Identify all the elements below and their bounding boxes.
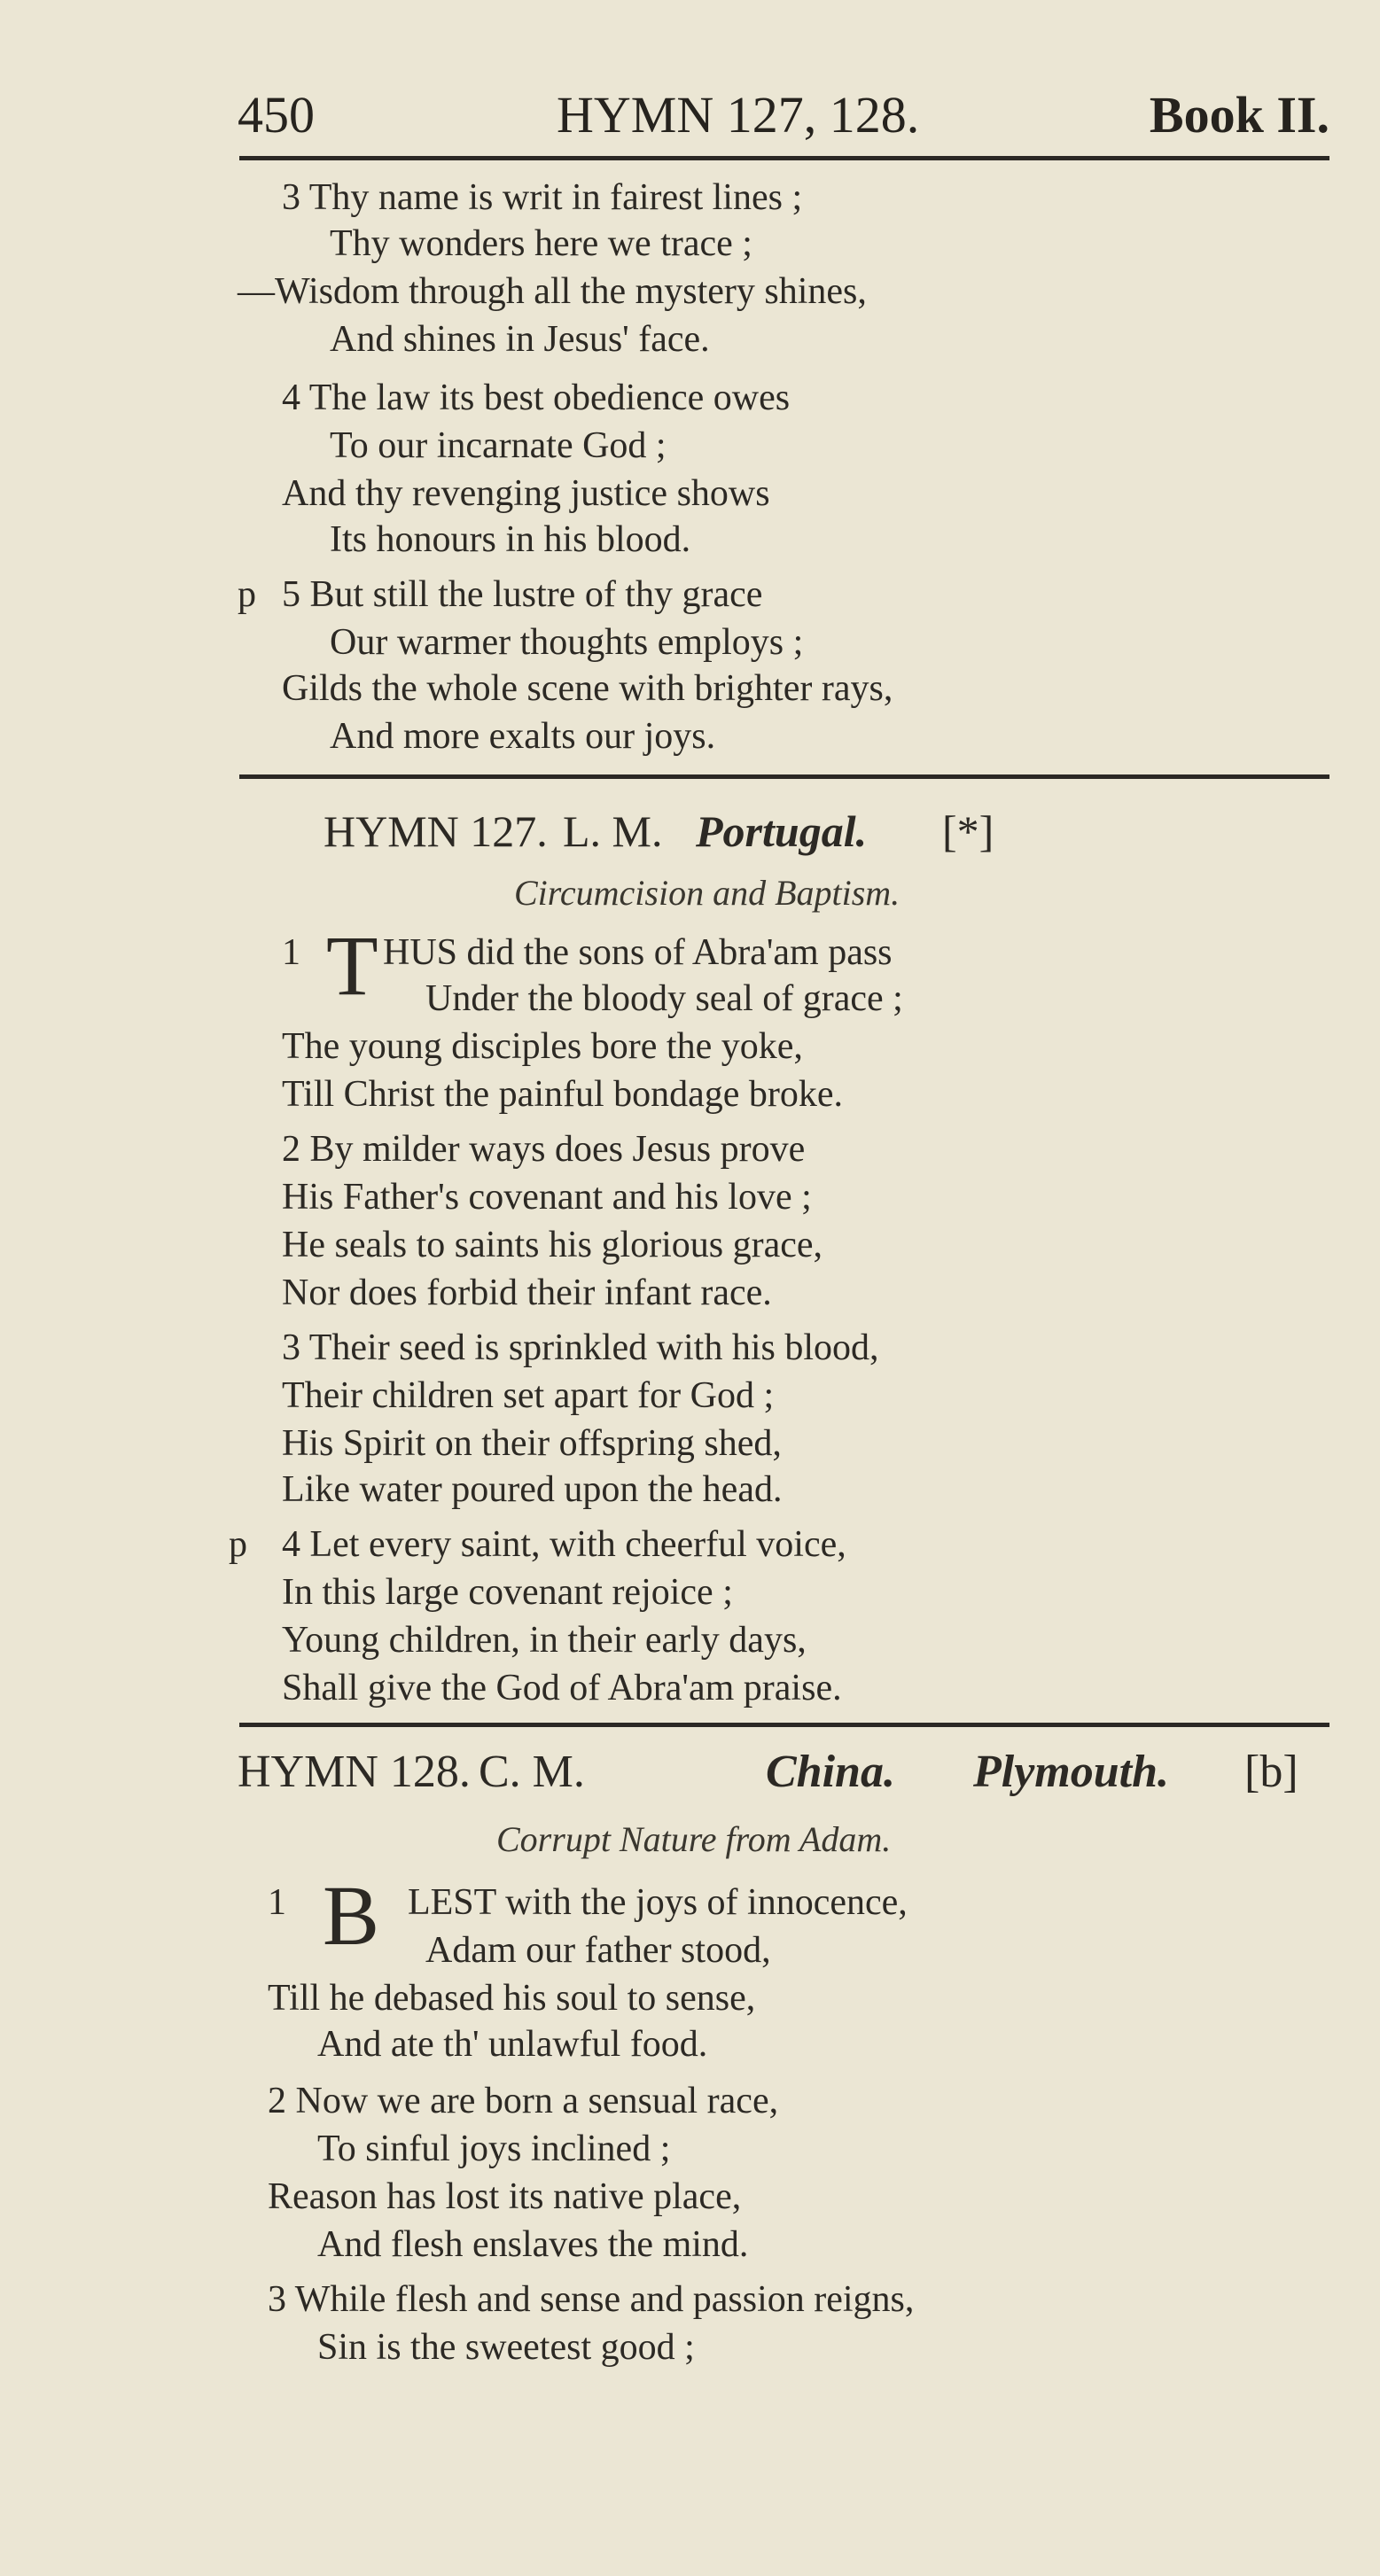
- verse-line: Sin is the sweetest good ;: [317, 2327, 695, 2368]
- verse-number: 1: [282, 932, 300, 973]
- verse-line: Thy wonders here we trace ;: [330, 223, 752, 264]
- page-number: 450: [238, 86, 315, 144]
- verse-line: Young children, in their early days,: [282, 1620, 807, 1661]
- verse-line: 2 By milder ways does Jesus prove: [282, 1129, 806, 1170]
- verse-line: 4 Let every saint, with cheerful voice,: [282, 1524, 846, 1565]
- verse-line: The young disciples bore the yoke,: [282, 1026, 803, 1067]
- verse-line: 3 Thy name is writ in fairest lines ;: [282, 177, 803, 218]
- verse-line: And shines in Jesus' face.: [330, 319, 710, 360]
- hymn-number: HYMN 128.: [238, 1747, 471, 1797]
- verse-line: And ate th' unlawful food.: [317, 2024, 708, 2065]
- verse-line: Till Christ the painful bondage broke.: [282, 1074, 844, 1115]
- hymn-meter: C. M.: [479, 1747, 585, 1797]
- verse-line: His Father's covenant and his love ;: [282, 1177, 812, 1218]
- verse-line: Reason has lost its native place,: [268, 2176, 742, 2217]
- running-title: HYMN 127, 128.: [557, 86, 920, 144]
- verse-line: To our incarnate God ;: [330, 425, 667, 466]
- verse-line: 2 Now we are born a sensual race,: [268, 2081, 779, 2121]
- verse-line: 3 While flesh and sense and passion reigns,: [268, 2279, 915, 2320]
- verse-line: Adam our father stood,: [425, 1930, 771, 1971]
- drop-cap: B: [323, 1868, 380, 1963]
- verse-line: And thy revenging justice shows: [282, 473, 770, 514]
- piano-mark: p: [238, 574, 256, 615]
- running-head: [238, 84, 1329, 146]
- verse-line: —Wisdom through all the mystery shines,: [238, 271, 867, 312]
- hymn-128-subtitle: Corrupt Nature from Adam.: [496, 1819, 892, 1859]
- verse-line: Shall give the God of Abra'am praise.: [282, 1668, 842, 1708]
- section-rule: [239, 1723, 1329, 1727]
- verse-line: Under the bloody seal of grace ;: [425, 978, 903, 1019]
- verse-line: Their children set apart for God ;: [282, 1375, 775, 1416]
- hymn-tune: Plymouth.: [973, 1747, 1170, 1797]
- verse-line: Till he debased his soul to sense,: [268, 1978, 756, 2019]
- hymn-number: HYMN 127.: [324, 806, 548, 856]
- verse-line: Its honours in his blood.: [330, 519, 691, 560]
- verse-line: HUS did the sons of Abra'am pass: [383, 932, 893, 973]
- hymn-127-subtitle: Circumcision and Baptism.: [514, 873, 901, 913]
- verse-line: He seals to saints his glorious grace,: [282, 1225, 823, 1265]
- section-rule: [239, 774, 1329, 779]
- hymn-key: [*]: [942, 806, 994, 856]
- hymn-key: [b]: [1244, 1747, 1298, 1797]
- verse-line: His Spirit on their offspring shed,: [282, 1423, 782, 1464]
- verse-line: 3 Their seed is sprinkled with his blood,: [282, 1327, 879, 1368]
- drop-cap: T: [326, 918, 378, 1013]
- verse-line: Our warmer thoughts employs ;: [330, 622, 804, 663]
- verse-line: Nor does forbid their infant race.: [282, 1272, 772, 1313]
- piano-mark: p: [229, 1524, 247, 1565]
- hymn-tune: Portugal.: [696, 806, 868, 856]
- verse-line: To sinful joys inclined ;: [317, 2129, 671, 2169]
- book-label: Book II.: [1149, 86, 1329, 144]
- header-rule: [239, 156, 1329, 160]
- verse-line: And flesh enslaves the mind.: [317, 2224, 749, 2265]
- hymn-tune: China.: [766, 1747, 895, 1797]
- verse-number: 1: [268, 1882, 286, 1923]
- verse-line: In this large covenant rejoice ;: [282, 1572, 733, 1613]
- verse-line: 4 The law its best obedience owes: [282, 377, 791, 418]
- verse-line: LEST with the joys of innocence,: [408, 1882, 908, 1923]
- hymn-meter: L. M.: [563, 806, 663, 856]
- verse-line: Like water poured upon the head.: [282, 1469, 783, 1510]
- verse-line: And more exalts our joys.: [330, 716, 716, 757]
- verse-line: Gilds the whole scene with brighter rays,: [282, 668, 893, 709]
- verse-line: 5 But still the lustre of thy grace: [282, 574, 763, 615]
